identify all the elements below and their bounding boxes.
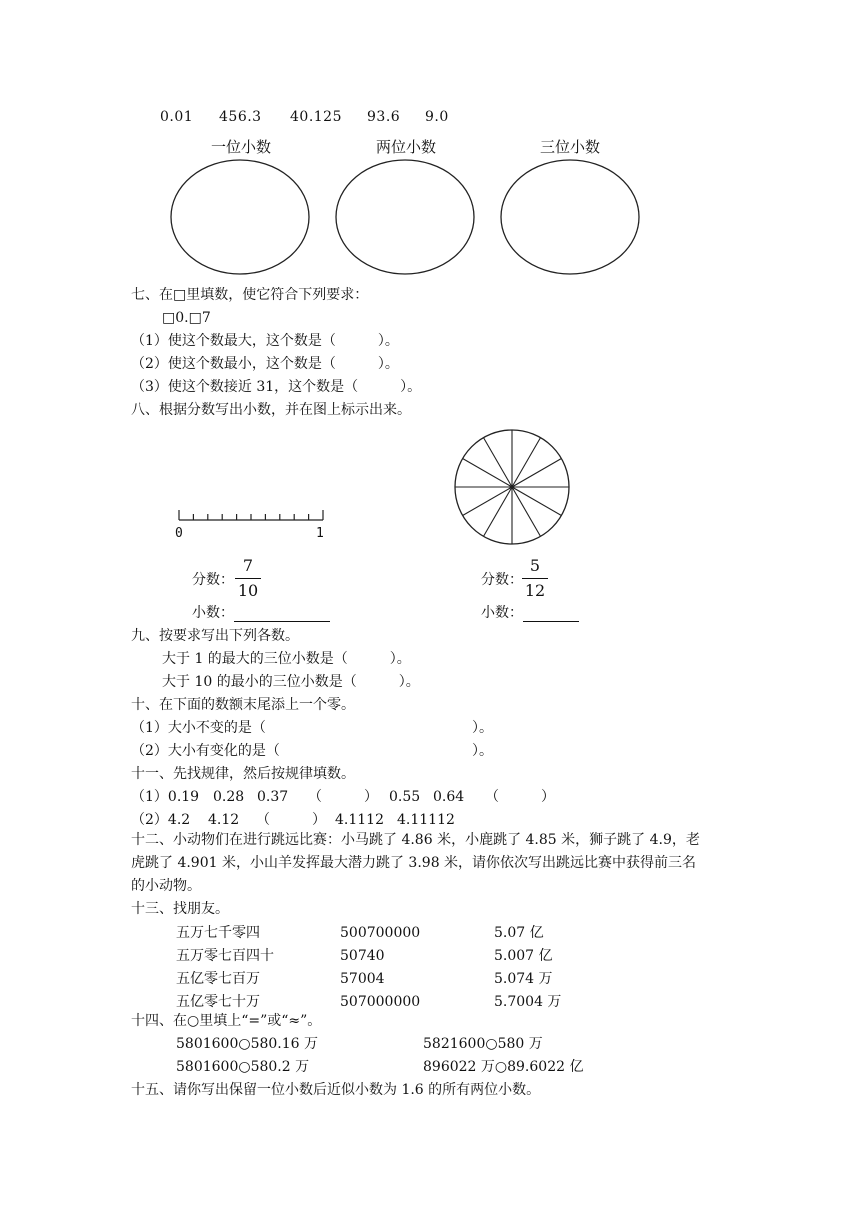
- q11-term: 0.28: [213, 789, 245, 805]
- q11-term: （1）0.19: [131, 789, 200, 805]
- q7-item: （3）使这个数接近 31，这个数是（ ）。: [131, 379, 422, 395]
- oval-label: 三位小数: [540, 138, 601, 156]
- left-decimal-blank[interactable]: [234, 607, 330, 622]
- q13-unit[interactable]: 5.007 亿: [494, 948, 553, 964]
- q11-blank[interactable]: （ ）: [308, 789, 378, 805]
- oval-three-decimal[interactable]: [501, 160, 639, 274]
- q12-line: 虎跳了 4.901 米，小山羊发挥最大潜力跳了 3.98 米，请你依次写出跳远比赛中获得前三名: [131, 855, 697, 871]
- sorting-ovals: [0, 155, 860, 285]
- ruler-start-label: 0: [175, 526, 183, 541]
- q11-term: 0.55: [389, 789, 421, 805]
- q11-term: （2）4.2: [131, 812, 191, 828]
- right-fraction: [522, 556, 548, 601]
- q10-title: 十、在下面的数额末尾添上一个零。: [131, 697, 355, 713]
- top-number: 40.125: [290, 109, 342, 125]
- q10-item: （2）大小有变化的是（: [131, 743, 280, 759]
- q7-item: （2）使这个数最小，这个数是（ ）。: [131, 356, 399, 372]
- pie-circle: [447, 422, 577, 552]
- oval-label: 两位小数: [376, 138, 437, 156]
- left-numerator: 7: [242, 556, 254, 575]
- q14-item[interactable]: 5801600○580.16 万: [176, 1036, 319, 1052]
- q11-blank[interactable]: （ ）: [256, 812, 326, 828]
- q13-number[interactable]: 50740: [340, 948, 385, 964]
- q8-title: 八、根据分数写出小数，并在图上标示出来。: [131, 402, 411, 418]
- q11-term: 0.37: [257, 789, 289, 805]
- q10-close: ）。: [472, 720, 493, 736]
- right-decimal-label: 小数：: [481, 605, 523, 621]
- q14-item[interactable]: 5801600○580.2 万: [176, 1059, 310, 1075]
- q14-title: 十四、在○里填上“=”或“≈”。: [131, 1013, 322, 1029]
- right-decimal-blank[interactable]: [523, 607, 579, 622]
- top-number: 93.6: [367, 109, 401, 125]
- q13-word[interactable]: 五亿零七百万: [176, 971, 260, 987]
- right-numerator: 5: [529, 556, 541, 575]
- oval-one-decimal[interactable]: [171, 160, 309, 274]
- q9-item: 大于 1 的最大的三位小数是（ ）。: [162, 651, 411, 667]
- q13-title: 十三、找朋友。: [131, 901, 229, 917]
- left-denominator: 10: [237, 581, 259, 600]
- q11-title: 十一、先找规律，然后按规律填数。: [131, 766, 355, 782]
- q13-unit[interactable]: 5.074 万: [494, 971, 553, 987]
- q13-word[interactable]: 五万七千零四: [176, 925, 260, 941]
- q7-item: （1）使这个数最大，这个数是（ ）。: [131, 333, 399, 349]
- q12-line: 十二、小动物们在进行跳远比赛：小马跳了 4.86 米，小鹿跳了 4.85 米，狮子跳了 4.9，老: [131, 832, 700, 848]
- top-number: 0.01: [160, 109, 194, 125]
- q13-word[interactable]: 五亿零七十万: [176, 994, 260, 1010]
- q14-item[interactable]: 5821600○580 万: [423, 1036, 543, 1052]
- q13-number[interactable]: 57004: [340, 971, 385, 987]
- q11-term: 4.11112: [397, 812, 455, 828]
- q13-word[interactable]: 五万零七百四十: [176, 948, 274, 964]
- number-line: [165, 500, 365, 550]
- q15-title: 十五、请你写出保留一位小数后近似小数为 1.6 的所有两位小数。: [131, 1082, 541, 1098]
- left-decimal-row: [192, 604, 330, 622]
- q13-unit[interactable]: 5.7004 万: [494, 994, 562, 1010]
- q9-title: 九、按要求写出下列各数。: [131, 628, 299, 644]
- q13-number[interactable]: 507000000: [340, 994, 421, 1010]
- oval-label: 一位小数: [211, 138, 272, 156]
- q9-item: 大于 10 的最小的三位小数是（ ）。: [162, 674, 420, 690]
- q11-term: 0.64: [433, 789, 465, 805]
- q10-item: （1）大小不变的是（: [131, 720, 266, 736]
- q14-item[interactable]: 896022 万○89.6022 亿: [423, 1059, 584, 1075]
- left-fraction-label: 分数：: [192, 572, 234, 588]
- left-decimal-label: 小数：: [192, 605, 234, 621]
- q7-title: 七、在□里填数，使它符合下列要求：: [131, 287, 369, 303]
- left-fraction: [235, 556, 261, 601]
- top-number: 456.3: [219, 109, 262, 125]
- q10-close: ）。: [472, 743, 493, 759]
- q13-number[interactable]: 500700000: [340, 925, 421, 941]
- right-denominator: 12: [524, 581, 546, 600]
- q11-term: 4.12: [208, 812, 240, 828]
- q7-pattern: □0.□7: [162, 310, 211, 326]
- q11-term: 4.1112: [335, 812, 384, 828]
- q13-unit[interactable]: 5.07 亿: [494, 925, 544, 941]
- oval-two-decimal[interactable]: [336, 160, 474, 274]
- q11-blank[interactable]: （ ）: [485, 789, 555, 805]
- right-fraction-label: 分数：: [481, 572, 523, 588]
- top-number: 9.0: [425, 109, 449, 125]
- right-decimal-row: [481, 604, 579, 622]
- q12-line: 的小动物。: [131, 878, 201, 894]
- ruler-end-label: 1: [316, 526, 324, 541]
